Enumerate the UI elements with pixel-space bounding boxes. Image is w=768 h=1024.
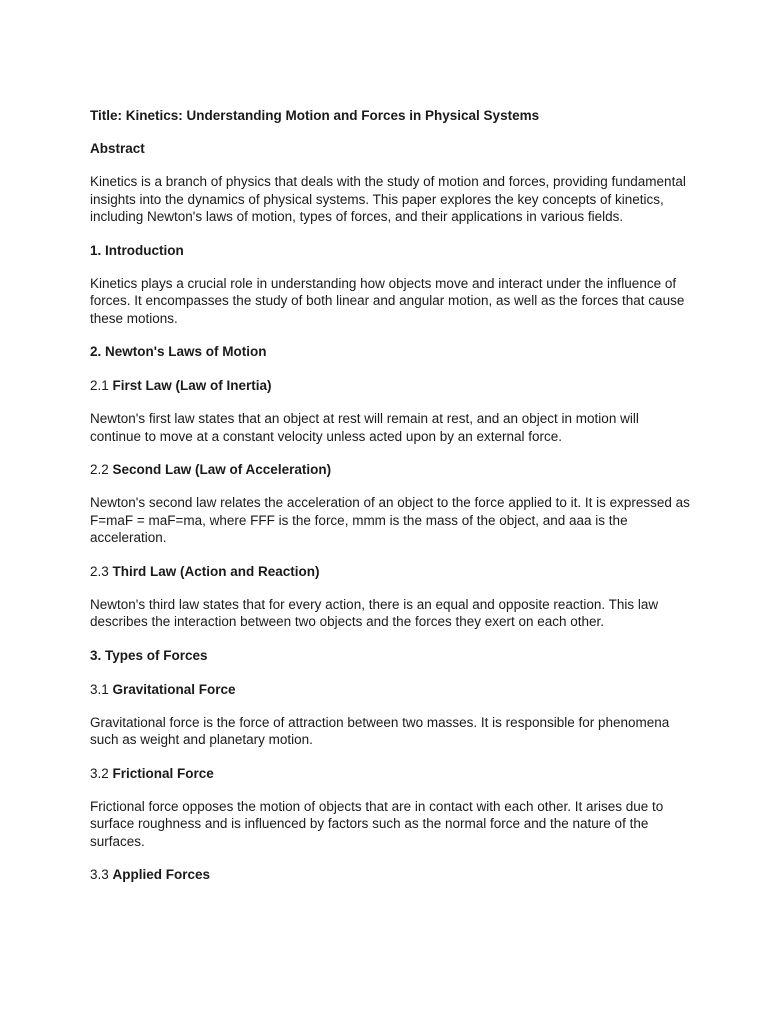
third-law-heading [90, 562, 690, 581]
second-law-text: Newton's second law relates the acceleration of an object to the force applied to it. It is expressed as F=maF = maF=ma, where FFF is the force, mmm is the mass of the object, and aaa is the acceleration. [90, 495, 690, 545]
newtons-laws-heading: 2. Newton's Laws of Motion [90, 344, 267, 359]
frictional-force-number: 3.2 [90, 765, 113, 781]
gravitational-force-heading [90, 680, 690, 699]
frictional-force-title: Frictional Force [112, 765, 214, 781]
second-law-number: 2.2 [90, 462, 113, 477]
third-law-title: Third Law (Action and Reaction) [112, 563, 320, 579]
gravitational-force-title: Gravitational Force [112, 681, 236, 697]
document-title: Title: Kinetics: Understanding Motion and Forces in Physical Systems [90, 108, 540, 123]
abstract-text: Kinetics is a branch of physics that deals with the study of motion and forces, providing fundamental insights into the dynamics of physical systems. This paper explores the key concepts of kinetics, including Newton's laws of motion, types of forces, and their applications in various fields. [90, 174, 686, 224]
frictional-force-text: Frictional force opposes the motion of objects that are in contact with each other. It arises due to surface roughness and is influenced by factors such as the normal force and the nature of the surfaces. [90, 798, 664, 849]
introduction-heading: 1. Introduction [90, 242, 184, 258]
first-law-text: Newton's first law states that an object at rest will remain at rest, and an object in motion will continue to move at a constant velocity unless acted upon by an external force. [90, 411, 639, 444]
second-law-title: Second Law (Law of Acceleration) [112, 462, 332, 477]
first-law-heading [90, 376, 690, 395]
applied-forces-heading [90, 865, 690, 884]
document-page [90, 106, 690, 884]
abstract-heading: Abstract [90, 141, 145, 156]
frictional-force-heading [90, 764, 690, 783]
applied-forces-number: 3.3 [90, 867, 113, 882]
third-law-text: Newton's third law states that for every action, there is an equal and opposite reaction. This law describes the interaction between two objects and the forces they exert on each other. [90, 596, 659, 629]
first-law-title: First Law (Law of Inertia) [112, 378, 272, 393]
first-law-number: 2.1 [90, 378, 113, 393]
types-of-forces-heading: 3. Types of Forces [90, 647, 208, 663]
introduction-text: Kinetics plays a crucial role in understanding how objects move and interact under the influence of forces. It encompasses the study of both linear and angular motion, as well as the forces that cause these motions. [90, 275, 685, 326]
gravitational-force-text: Gravitational force is the force of attraction between two masses. It is responsible for phenomena such as weight and planetary motion. [90, 714, 670, 747]
second-law-heading [90, 460, 690, 479]
gravitational-force-number: 3.1 [90, 681, 113, 697]
applied-forces-title: Applied Forces [112, 867, 211, 882]
third-law-number: 2.3 [90, 563, 113, 579]
